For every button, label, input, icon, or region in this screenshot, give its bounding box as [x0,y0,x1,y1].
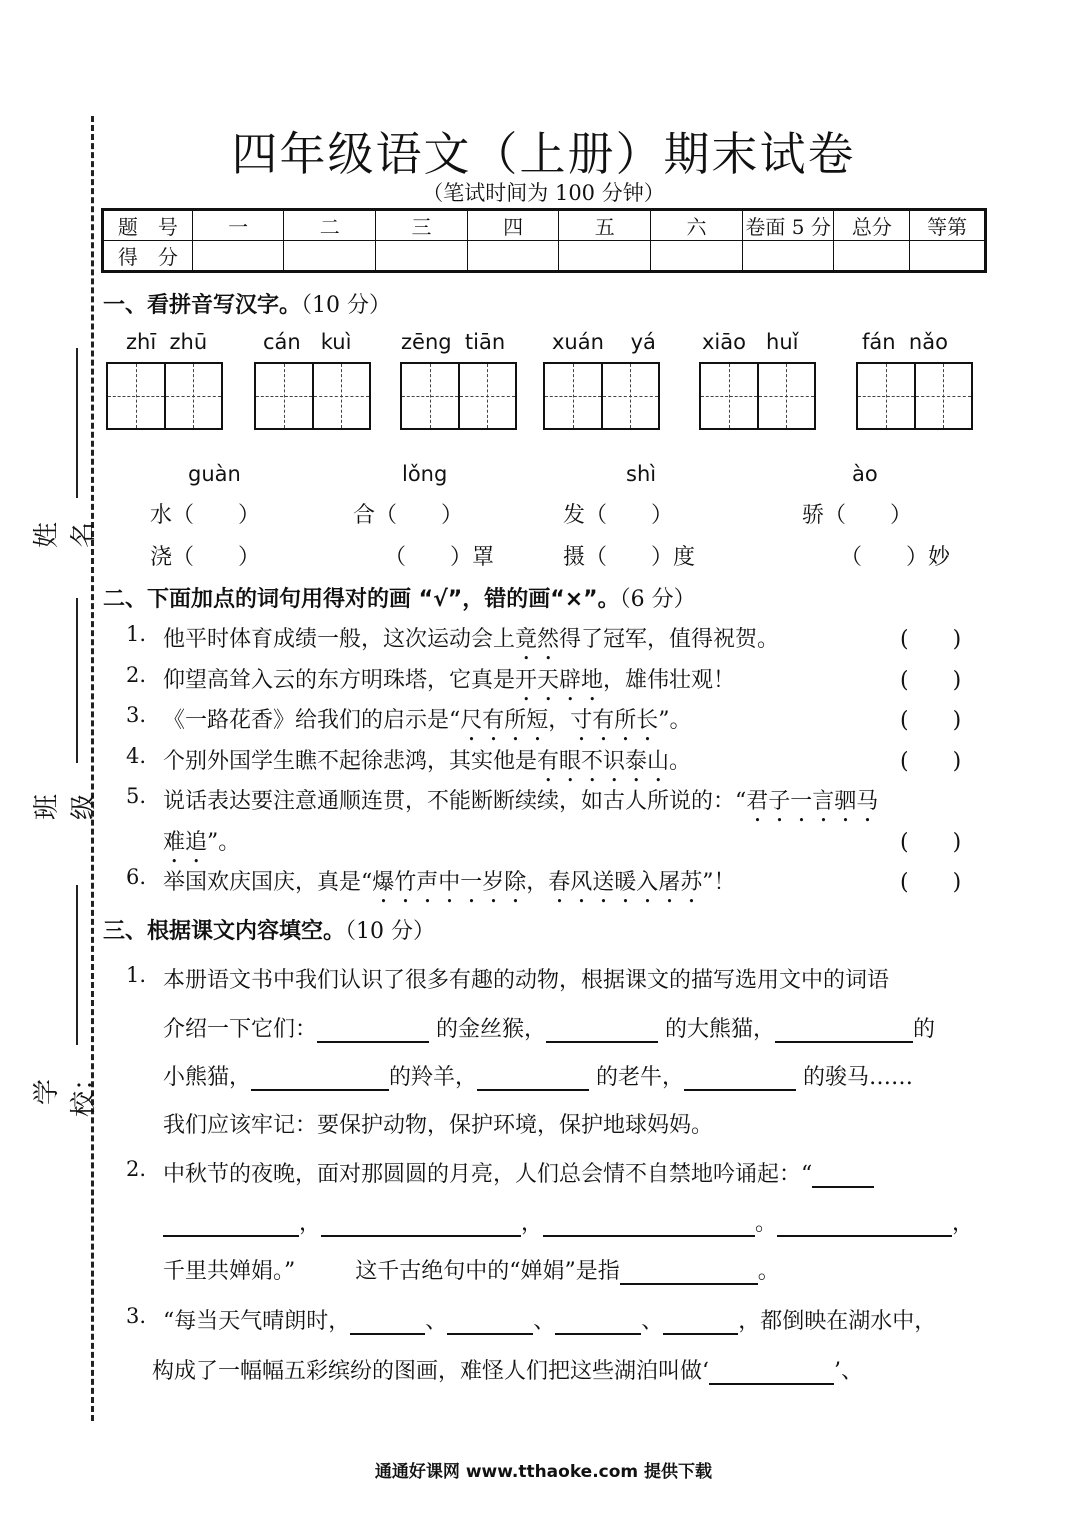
answer-paren[interactable]: ( ) [900,830,962,855]
answer-blank[interactable] [317,1019,429,1043]
name-blank-line [76,348,78,498]
section2-points: （6 分） [619,587,696,612]
judge-item: 个别外国学生瞧不起徐悲鸿，其实他是有眼不识泰山。 [163,749,692,774]
writing-grid[interactable] [400,362,517,430]
dotted-phrase: 尺有所短，寸有所长 [460,708,659,733]
score-cell[interactable] [376,241,468,272]
pinyin-label: xiāo huǐ [702,330,799,354]
answer-blank[interactable] [321,1213,521,1237]
fill-line: “每当天气晴朗时， 、 、 、 ，都倒映在湖水中， [163,1309,937,1334]
item-number: 2. [126,663,147,687]
judge-item-continued: 难追”。 [163,830,241,855]
poly-word: （ ）妙 [840,545,951,570]
answer-blank[interactable] [477,1067,589,1091]
dotted-phrase: 君子一言驷马 [746,789,879,814]
answer-blank[interactable] [447,1311,533,1335]
fill-line: ， ， 。 ， [163,1206,974,1237]
pinyin-label: zhī zhū [126,330,208,354]
dotted-phrase: 爆竹声中一岁除，春风送暖入屠苏 [372,870,703,895]
answer-blank[interactable] [543,1213,755,1237]
poly-word: 合（ ） [353,503,464,528]
answer-blank[interactable] [684,1067,796,1091]
answer-blank[interactable] [546,1019,658,1043]
score-header-cell: 二 [284,210,376,241]
dotted-phrase: 竟然 [515,627,560,652]
score-cell[interactable] [742,241,834,272]
answer-blank[interactable] [555,1311,641,1335]
answer-blank[interactable] [663,1311,738,1335]
item-number: 3. [126,703,147,727]
fill-line: 中秋节的夜晚，面对那圆圆的月亮，人们总会情不自禁地吟诵起：“ [163,1157,874,1188]
answer-blank[interactable] [709,1361,834,1385]
score-cell[interactable] [559,241,651,272]
answer-paren[interactable]: ( ) [900,668,962,693]
writing-grid[interactable] [106,362,223,430]
poly-word: （ ）罩 [384,545,495,570]
score-value-row [103,241,986,272]
binding-dashed-line [91,116,94,1421]
dotted-phrase: 有眼不识泰山 [537,749,670,774]
section3-points: （10 分） [345,919,436,944]
score-cell[interactable] [910,241,986,272]
judge-item: 仰望高耸入云的东方明珠塔，它真是开天辟地，雄伟壮观！ [163,668,736,693]
poly-word: 发（ ） [563,503,674,528]
pinyin-label: xuán yá [552,330,656,354]
poly-word: 水（ ） [150,503,261,528]
section1-points: （10 分） [301,293,392,318]
score-header-cell: 总分 [834,210,910,241]
judge-item: 说话表达要注意通顺连贯，不能断断续续，如古人所说的：“君子一言驷马 [163,789,879,814]
fill-line: 本册语文书中我们认识了很多有趣的动物，根据课文的描写选用文中的词语 [163,968,890,993]
section1-title: 一、看拼音写汉字。 [103,293,302,318]
score-row-label: 得 分 [103,241,193,272]
poly-word: 骄（ ） [802,503,913,528]
answer-blank[interactable] [251,1067,389,1091]
score-cell[interactable] [834,241,910,272]
score-header-cell: 卷面 5 分 [742,210,834,241]
writing-grid[interactable] [543,362,660,430]
score-header-cell: 四 [467,210,559,241]
fill-line: 介绍一下它们： 的金丝猴， 的大熊猫， 的 [163,1017,936,1042]
score-header-cell: 等第 [910,210,986,241]
score-header-row [103,210,986,241]
judge-item: 《一路花香》给我们的启示是“尺有所短，寸有所长”。 [163,708,692,733]
score-header-cell: 五 [559,210,651,241]
section1-heading [103,288,391,319]
writing-grid[interactable] [699,362,816,430]
pinyin-label: zēng tiān [401,330,506,354]
score-cell[interactable] [651,241,743,272]
fill-line: 我们应该牢记：要保护动物，保护环境，保护地球妈妈。 [163,1113,714,1138]
score-header-cell: 六 [651,210,743,241]
item-number: 4. [126,744,147,768]
poly-pinyin: guàn [188,462,241,486]
score-cell[interactable] [467,241,559,272]
judge-item: 他平时体育成绩一般，这次运动会上竟然得了冠军，值得祝贺。 [163,627,780,652]
page-subtitle: （笔试时间为 100 分钟） [422,181,665,205]
item-number: 1. [126,963,147,987]
answer-paren[interactable]: ( ) [900,708,962,733]
pinyin-label: cán kuì [263,330,352,354]
fill-line: 构成了一幅幅五彩缤纷的图画，难怪人们把这些湖泊叫做‘ ’、 [152,1359,863,1384]
dotted-phrase: 开天辟地 [515,668,604,693]
answer-blank[interactable] [777,1213,952,1237]
answer-paren[interactable]: ( ) [900,749,962,774]
school-label: 学校： [32,1064,99,1117]
answer-paren[interactable]: ( ) [900,870,962,895]
poly-pinyin: shì [626,462,657,486]
answer-blank[interactable] [775,1019,913,1043]
answer-blank[interactable] [620,1261,758,1285]
class-label: 班级 [32,794,99,821]
class-blank-line [76,598,78,763]
section3-heading [103,914,435,945]
fill-line: 千里共婵娟。” 这千古绝句中的“婵娟”是指 。 [163,1259,780,1284]
answer-blank[interactable] [812,1164,874,1188]
item-number: 6. [126,865,147,889]
answer-paren[interactable]: ( ) [900,627,962,652]
dotted-phrase: 难追 [163,830,208,855]
score-header-cell: 一 [192,210,284,241]
score-cell[interactable] [192,241,284,272]
judge-item: 举国欢庆国庆，真是“爆竹声中一岁除，春风送暖入屠苏”！ [163,870,736,895]
item-number: 3. [126,1304,147,1328]
writing-grid[interactable] [856,362,973,430]
item-number: 1. [126,622,147,646]
section2-title: 二、下面加点的词句用得对的画 “√”，错的画“×”。 [103,587,620,612]
answer-blank[interactable] [163,1213,299,1237]
score-cell[interactable] [284,241,376,272]
poly-pinyin: lǒng [402,462,448,486]
poly-pinyin: ào [852,462,878,486]
score-table [101,208,987,273]
page-title: 四年级语文（上册）期末试卷 [231,127,856,181]
poly-word: 浇（ ） [150,545,261,570]
footer-source: 通通好课网 www.tthaoke.com 提供下载 [374,1462,713,1482]
fill-line: 小熊猫， 的羚羊， 的老牛， 的骏马…… [163,1065,914,1090]
name-label: 姓名 [32,522,99,549]
section3-title: 三、根据课文内容填空。 [103,919,346,944]
item-number: 5. [126,784,147,808]
score-header-cell: 三 [376,210,468,241]
answer-blank[interactable] [350,1311,425,1335]
poly-word: 摄（ ）度 [563,545,696,570]
score-header-cell: 题 号 [103,210,193,241]
school-blank-line [76,885,78,1045]
section2-heading [103,582,696,613]
writing-grid[interactable] [254,362,371,430]
item-number: 2. [126,1157,147,1181]
pinyin-label: fán nǎo [862,330,948,354]
